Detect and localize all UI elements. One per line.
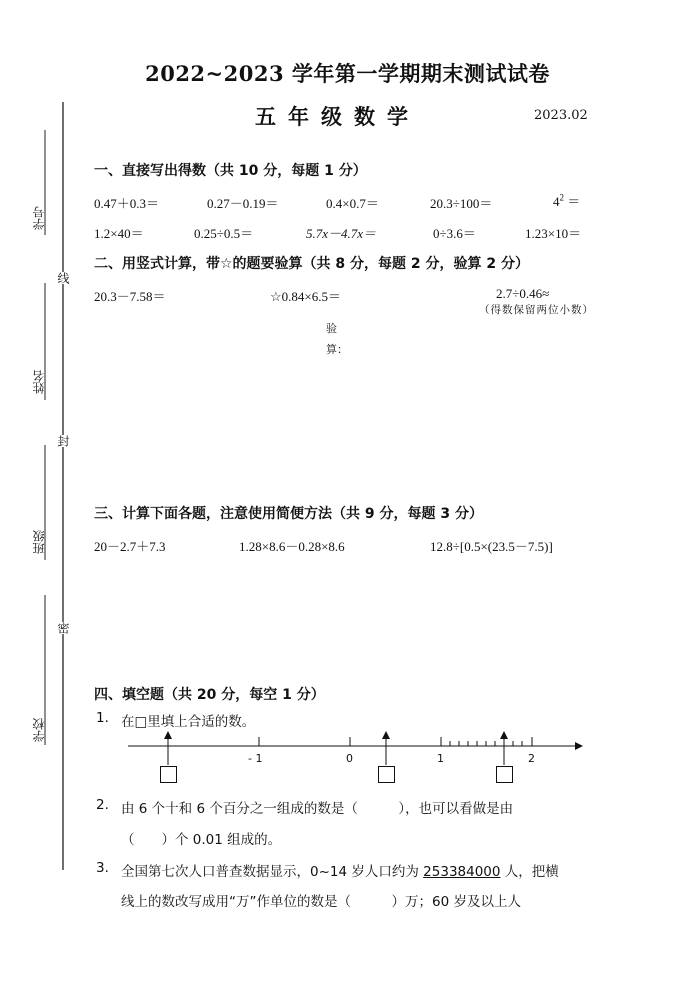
exam-subtitle: 五年级数学 [255, 104, 420, 129]
numline-label-0: 0 [346, 752, 353, 765]
student-id-label: 学号 [32, 206, 46, 230]
section3-heading: 三、计算下面各题，注意使用简便方法（共 9 分，每题 3 分） [94, 506, 483, 522]
s3-item-2: 1.28×8.6－0.28×8.6 [239, 539, 345, 554]
s1-item-3: 0.4×0.7＝ [326, 196, 379, 211]
s1-item-8: 5.7x－4.7x＝ [306, 226, 377, 241]
s3-item-3: 12.8÷[0.5×(23.5－7.5)] [430, 539, 553, 554]
s1-item-7: 0.25÷0.5＝ [194, 226, 254, 241]
s2-rounding-note: （得数保留两位小数） [479, 304, 594, 316]
seal-char-seal: 封 [56, 435, 70, 447]
answer-box-3[interactable] [496, 766, 513, 783]
q2-line-1: 由 6 个十和 6 个百分之一组成的数是（ ），也可以看做是由 [121, 801, 514, 817]
s1-item-6: 1.2×40＝ [94, 226, 144, 241]
seal-char-secret: 密 [56, 622, 70, 634]
seal-char-line: 线 [56, 272, 70, 284]
s3-item-1: 20－2.7＋7.3 [94, 539, 166, 554]
q2-line-2: （ ）个 0.01 组成的。 [121, 832, 282, 848]
power-equals: ＝ [564, 194, 581, 209]
power-base: 4 [553, 194, 560, 209]
q3-underlined-number: 253384000 [423, 864, 501, 880]
q3-line-1-start: 全国第七次人口普查数据显示，0~14 岁人口约为 [121, 864, 424, 880]
s2-item-1: 20.3－7.58＝ [94, 289, 166, 304]
q3-line-2: 线上的数改写成用“万”作单位的数是（ ）万；60 岁及以上人 [121, 894, 521, 910]
school-label: 学校 [32, 718, 46, 742]
s1-item-2: 0.27－0.19＝ [207, 196, 279, 211]
check-label-1: 验 [326, 322, 337, 335]
section2-heading: 二、用竖式计算，带☆的题要验算（共 8 分，每题 2 分，验算 2 分） [94, 256, 530, 272]
q3-line-1-end: 人，把横 [500, 864, 559, 880]
exam-date: 2023.02 [534, 108, 588, 123]
name-label: 姓名 [32, 370, 46, 394]
s1-item-10: 1.23×10＝ [525, 226, 582, 241]
q1-number: 1. [96, 710, 109, 726]
q2-number: 2. [96, 797, 109, 813]
numline-label-2: 2 [528, 752, 535, 765]
q3-line-1 [121, 860, 559, 880]
section4-heading: 四、填空题（共 20 分，每空 1 分） [94, 687, 325, 703]
answer-box-2[interactable] [378, 766, 395, 783]
numline-label-minus1: - 1 [248, 752, 263, 765]
check-label-2: 算： [326, 343, 348, 356]
s2-item-3: 2.7÷0.46≈ [496, 286, 550, 301]
s1-item-9: 0÷3.6＝ [433, 226, 476, 241]
q1-text: 在□里填上合适的数。 [121, 714, 256, 730]
section1-heading: 一、直接写出得数（共 10 分，每题 1 分） [94, 163, 367, 179]
answer-box-1[interactable] [160, 766, 177, 783]
power-exponent: 2 [559, 192, 564, 203]
class-label: 班级 [32, 530, 46, 554]
s1-item-4: 20.3÷100＝ [430, 196, 493, 211]
s1-item-1: 0.47＋0.3＝ [94, 196, 160, 211]
q3-number: 3. [96, 860, 109, 876]
numline-label-1: 1 [437, 752, 444, 765]
s2-item-2: ☆0.84×6.5＝ [270, 289, 341, 304]
exam-title: 2022~2023 学年第一学期期末测试试卷 [145, 61, 550, 86]
